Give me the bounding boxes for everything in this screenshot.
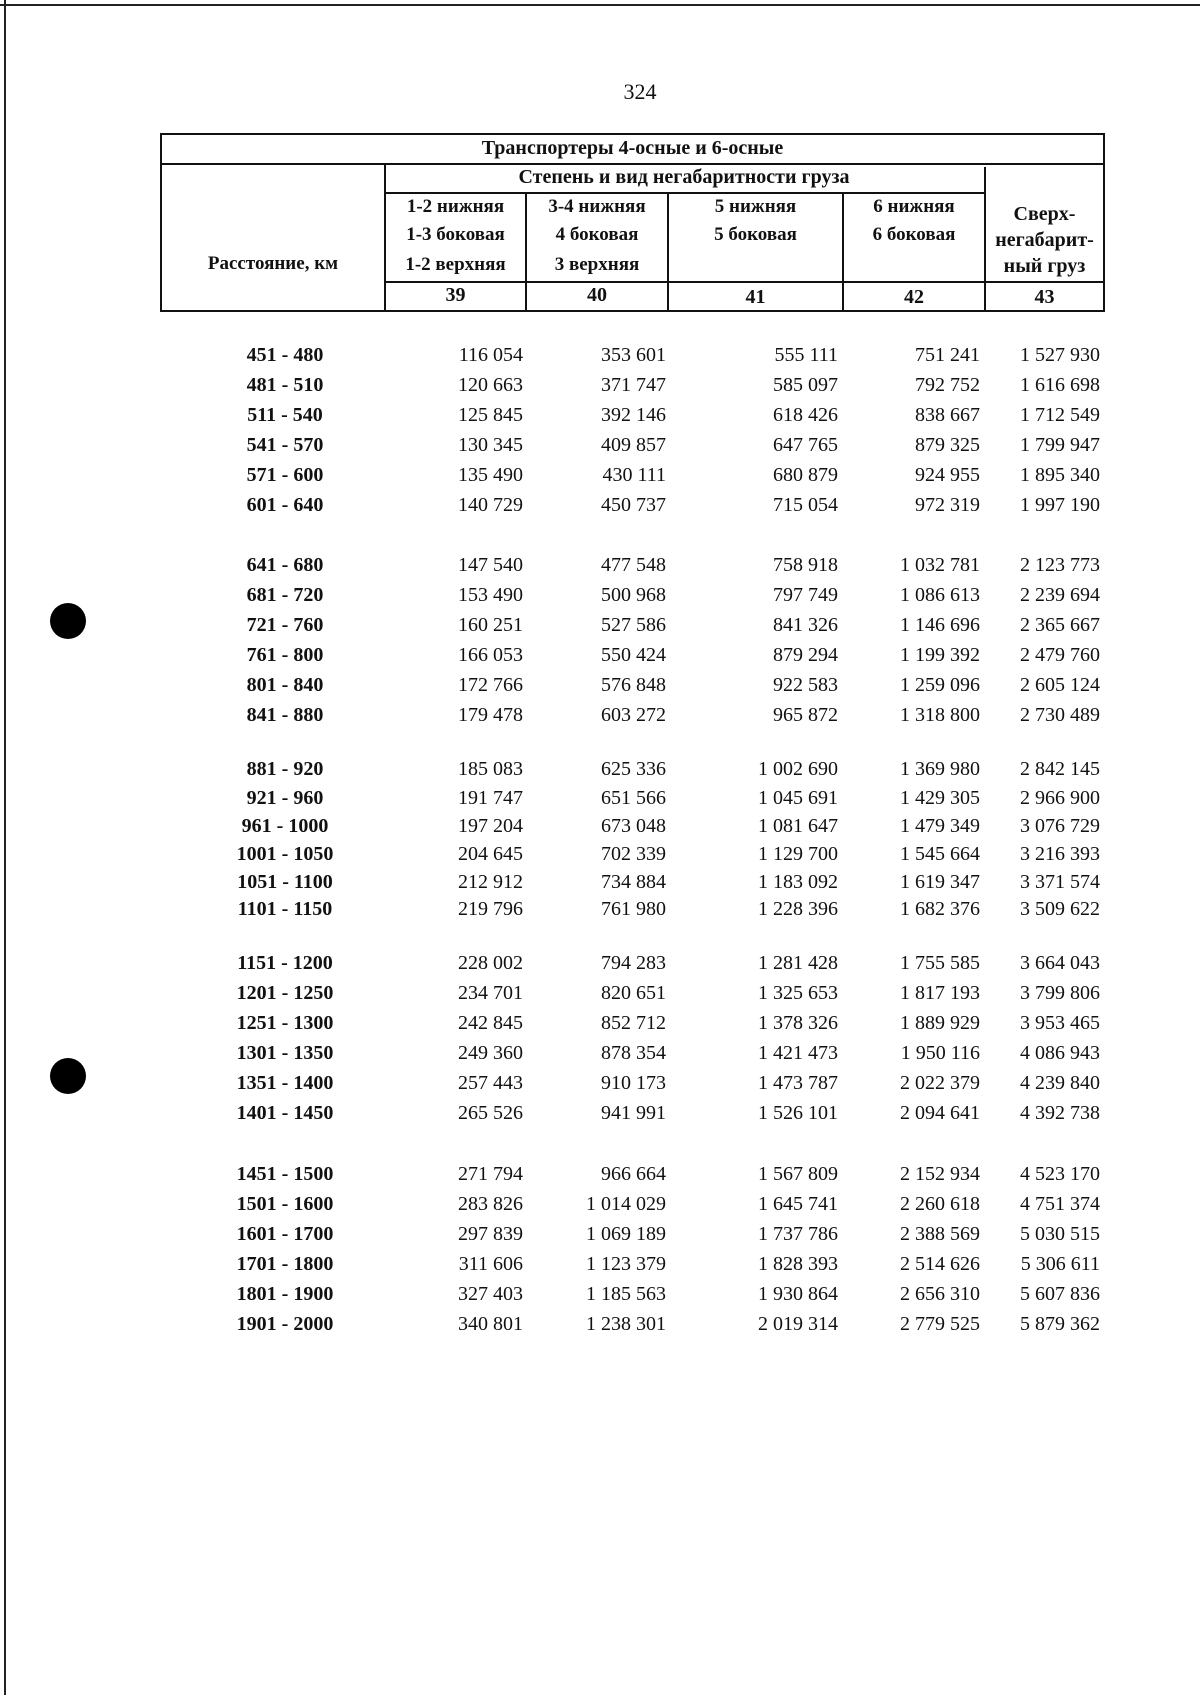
- rate-cell-40: 550 424: [601, 644, 666, 666]
- rate-cell-41: 965 872: [773, 704, 838, 726]
- rate-cell-41: 647 765: [773, 434, 838, 456]
- rate-cell-41: 922 583: [773, 674, 838, 696]
- page-number: 324: [623, 79, 657, 104]
- rate-cell-43: 2 239 694: [1020, 584, 1100, 606]
- rate-cell-39: 297 839: [458, 1223, 523, 1245]
- rate-cell-39: 160 251: [458, 614, 523, 636]
- rate-cell-40: 477 548: [601, 554, 666, 576]
- rate-cell-41: 2 019 314: [758, 1313, 838, 1335]
- rate-cell-41: 1 828 393: [758, 1253, 838, 1275]
- rate-cell-41: 1 930 864: [758, 1283, 838, 1305]
- rate-cell-41: 1 567 809: [758, 1163, 838, 1185]
- rate-cell-39: 179 478: [458, 704, 523, 726]
- distance-header: Расстояние, км: [207, 253, 339, 274]
- rate-cell-40: 371 747: [601, 374, 666, 396]
- col-41-header-line1: 5 нижняя: [714, 196, 797, 217]
- rate-cell-41: 1 526 101: [758, 1102, 838, 1124]
- rate-cell-43: 4 523 170: [1020, 1163, 1100, 1185]
- rate-cell-39: 172 766: [458, 674, 523, 696]
- col-40-number: 40: [587, 284, 607, 306]
- rate-cell-41: 758 918: [773, 554, 838, 576]
- rate-cell-39: 197 204: [458, 815, 523, 837]
- distance-cell: 1201 - 1250: [236, 982, 334, 1004]
- rate-cell-43: 3 953 465: [1020, 1012, 1100, 1034]
- rate-cell-42: 1 755 585: [900, 952, 980, 974]
- rate-cell-40: 702 339: [601, 843, 666, 865]
- rate-cell-42: 2 022 379: [900, 1072, 980, 1094]
- distance-cell: 1901 - 2000: [236, 1313, 334, 1335]
- rate-cell-39: 257 443: [458, 1072, 523, 1094]
- subgroup-title: Степень и вид негабаритности груза: [518, 166, 850, 188]
- rate-cell-42: 1 817 193: [900, 982, 980, 1004]
- table-row: [0, 464, 1200, 492]
- rate-cell-43: 2 365 667: [1020, 614, 1100, 636]
- rate-cell-41: 1 325 653: [758, 982, 838, 1004]
- distance-cell: 571 - 600: [246, 464, 324, 486]
- rate-cell-40: 603 272: [601, 704, 666, 726]
- rate-cell-41: 1 378 326: [758, 1012, 838, 1034]
- rate-cell-42: 1 032 781: [900, 554, 980, 576]
- rate-cell-39: 147 540: [458, 554, 523, 576]
- rate-cell-43: 3 371 574: [1020, 871, 1100, 893]
- rate-cell-41: 1 473 787: [758, 1072, 838, 1094]
- rate-cell-40: 576 848: [601, 674, 666, 696]
- table-row: [0, 1313, 1200, 1341]
- col-43-header-line3: ный груз: [1003, 255, 1086, 277]
- col-39-header-line2: 1-3 боковая: [406, 224, 505, 245]
- col-39-header-line3: 1-2 верхняя: [405, 254, 506, 275]
- rate-cell-42: 2 779 525: [900, 1313, 980, 1335]
- distance-cell: 1151 - 1200: [237, 952, 333, 974]
- rate-cell-42: 1 086 613: [900, 584, 980, 606]
- rate-cell-39: 153 490: [458, 584, 523, 606]
- rate-cell-43: 2 842 145: [1020, 758, 1100, 780]
- distance-cell: 801 - 840: [246, 674, 324, 696]
- table-row: [0, 1163, 1200, 1191]
- col-40-header-line3: 3 верхняя: [554, 254, 640, 275]
- table-row: [0, 982, 1200, 1010]
- rate-cell-43: 3 509 622: [1020, 898, 1100, 920]
- rate-cell-43: 4 239 840: [1020, 1072, 1100, 1094]
- rate-cell-39: 327 403: [458, 1283, 523, 1305]
- distance-cell: 681 - 720: [246, 584, 324, 606]
- rate-cell-39: 265 526: [458, 1102, 523, 1124]
- rate-cell-42: 2 388 569: [900, 1223, 980, 1245]
- rate-cell-39: 242 845: [458, 1012, 523, 1034]
- rate-cell-39: 130 345: [458, 434, 523, 456]
- distance-cell: 1051 - 1100: [237, 871, 333, 893]
- rate-cell-43: 1 799 947: [1020, 434, 1100, 456]
- rate-cell-39: 120 663: [458, 374, 523, 396]
- distance-cell: 641 - 680: [246, 554, 324, 576]
- rate-cell-42: 924 955: [915, 464, 980, 486]
- distance-cell: 601 - 640: [246, 494, 324, 516]
- distance-cell: 841 - 880: [246, 704, 324, 726]
- rate-cell-43: 5 030 515: [1020, 1223, 1100, 1245]
- rate-cell-40: 527 586: [601, 614, 666, 636]
- rate-cell-41: 585 097: [773, 374, 838, 396]
- table-row: [0, 554, 1200, 582]
- distance-cell: 1451 - 1500: [236, 1163, 334, 1185]
- rate-cell-42: 2 260 618: [900, 1193, 980, 1215]
- rate-cell-41: 1 183 092: [758, 871, 838, 893]
- rate-cell-42: 2 152 934: [900, 1163, 980, 1185]
- rate-cell-43: 2 479 760: [1020, 644, 1100, 666]
- rate-cell-43: 2 123 773: [1020, 554, 1100, 576]
- col-39-header-line1: 1-2 нижняя: [406, 196, 505, 217]
- table-row: [0, 374, 1200, 402]
- table-row: [0, 815, 1200, 843]
- col-41-number: 41: [745, 286, 766, 308]
- rate-cell-41: 1 081 647: [758, 815, 838, 837]
- distance-cell: 961 - 1000: [241, 815, 329, 837]
- distance-cell: 921 - 960: [246, 787, 324, 809]
- rate-cell-39: 166 053: [458, 644, 523, 666]
- rate-cell-41: 1 281 428: [758, 952, 838, 974]
- rate-cell-43: 3 664 043: [1020, 952, 1100, 974]
- table-row: [0, 1253, 1200, 1281]
- col-43-header-line1: Сверх-: [1013, 203, 1076, 225]
- distance-cell: 451 - 480: [246, 344, 324, 366]
- rate-cell-40: 673 048: [601, 815, 666, 837]
- rate-cell-39: 212 912: [458, 871, 523, 893]
- rate-cell-42: 751 241: [915, 344, 980, 366]
- rate-cell-40: 734 884: [601, 871, 666, 893]
- rate-cell-40: 1 014 029: [586, 1193, 666, 1215]
- table-row: [0, 1042, 1200, 1070]
- rate-cell-40: 910 173: [601, 1072, 666, 1094]
- rate-cell-41: 1 129 700: [758, 843, 838, 865]
- col-40-header-line2: 4 боковая: [555, 224, 639, 245]
- rate-cell-39: 234 701: [458, 982, 523, 1004]
- rate-cell-43: 2 730 489: [1020, 704, 1100, 726]
- group-title: Транспортеры 4-осные и 6-осные: [481, 137, 784, 159]
- table-row: [0, 644, 1200, 672]
- rate-cell-40: 794 283: [601, 952, 666, 974]
- rate-cell-43: 3 216 393: [1020, 843, 1100, 865]
- rate-cell-40: 1 185 563: [586, 1283, 666, 1305]
- distance-cell: 1701 - 1800: [236, 1253, 334, 1275]
- distance-cell: 1001 - 1050: [236, 843, 334, 865]
- distance-cell: 1301 - 1350: [236, 1042, 334, 1064]
- rate-cell-43: 2 605 124: [1020, 674, 1100, 696]
- table-row: [0, 1283, 1200, 1311]
- distance-cell: 1401 - 1450: [236, 1102, 334, 1124]
- distance-cell: 761 - 800: [246, 644, 324, 666]
- table-row: [0, 1012, 1200, 1040]
- rate-cell-42: 2 656 310: [900, 1283, 980, 1305]
- rate-cell-39: 271 794: [458, 1163, 523, 1185]
- rate-cell-43: 1 895 340: [1020, 464, 1100, 486]
- rate-cell-43: 5 607 836: [1020, 1283, 1100, 1305]
- rate-cell-41: 715 054: [773, 494, 838, 516]
- rate-cell-41: 1 645 741: [758, 1193, 838, 1215]
- table-row: [0, 344, 1200, 372]
- rate-cell-42: 879 325: [915, 434, 980, 456]
- rate-cell-42: 1 950 116: [900, 1042, 980, 1064]
- rate-cell-43: 5 306 611: [1020, 1253, 1100, 1275]
- rate-cell-40: 500 968: [601, 584, 666, 606]
- table-row: [0, 674, 1200, 702]
- rate-cell-40: 651 566: [601, 787, 666, 809]
- rate-cell-43: 3 799 806: [1020, 982, 1100, 1004]
- rate-cell-41: 1 421 473: [758, 1042, 838, 1064]
- rate-cell-42: 2 514 626: [900, 1253, 980, 1275]
- distance-cell: 1801 - 1900: [236, 1283, 334, 1305]
- col-40-header-line1: 3-4 нижняя: [548, 196, 646, 217]
- col-41-header-line2: 5 боковая: [714, 224, 797, 245]
- table-row: [0, 1072, 1200, 1100]
- rate-cell-40: 353 601: [601, 344, 666, 366]
- table-row: [0, 434, 1200, 462]
- rate-cell-43: 2 966 900: [1020, 787, 1100, 809]
- rate-cell-39: 311 606: [458, 1253, 523, 1275]
- rate-cell-43: 4 086 943: [1020, 1042, 1100, 1064]
- rate-cell-40: 430 111: [602, 464, 666, 486]
- rate-cell-43: 4 751 374: [1020, 1193, 1100, 1215]
- rate-cell-41: 1 002 690: [758, 758, 838, 780]
- rate-cell-41: 1 737 786: [758, 1223, 838, 1245]
- table-row: [0, 704, 1200, 732]
- rate-cell-39: 125 845: [458, 404, 523, 426]
- rate-cell-40: 941 991: [601, 1102, 666, 1124]
- distance-cell: 1101 - 1150: [237, 898, 333, 920]
- rate-cell-41: 1 045 691: [758, 787, 838, 809]
- rate-cell-40: 1 069 189: [586, 1223, 666, 1245]
- rate-cell-39: 283 826: [458, 1193, 523, 1215]
- col-42-number: 42: [904, 286, 924, 308]
- rate-cell-42: 1 146 696: [900, 614, 980, 636]
- rate-cell-41: 879 294: [773, 644, 838, 666]
- rate-cell-42: 1 545 664: [900, 843, 980, 865]
- rate-cell-40: 1 123 379: [586, 1253, 666, 1275]
- rate-cell-41: 797 749: [773, 584, 838, 606]
- rate-cell-39: 140 729: [458, 494, 523, 516]
- table-row: [0, 584, 1200, 612]
- distance-cell: 541 - 570: [246, 434, 324, 456]
- rate-cell-39: 204 645: [458, 843, 523, 865]
- col-39-number: 39: [445, 284, 466, 306]
- col-43-header-line2: негабарит-: [995, 229, 1094, 251]
- rate-cell-41: 618 426: [773, 404, 838, 426]
- distance-cell: 1251 - 1300: [236, 1012, 334, 1034]
- table-row: [0, 871, 1200, 899]
- table-row: [0, 1223, 1200, 1251]
- table-row: [0, 787, 1200, 815]
- distance-cell: 1351 - 1400: [236, 1072, 334, 1094]
- rate-cell-43: 1 527 930: [1020, 344, 1100, 366]
- rate-cell-42: 838 667: [915, 404, 980, 426]
- rate-cell-42: 1 199 392: [900, 644, 980, 666]
- rate-cell-42: 2 094 641: [900, 1102, 980, 1124]
- table-row: [0, 758, 1200, 786]
- rate-cell-40: 761 980: [601, 898, 666, 920]
- rate-cell-42: 1 479 349: [900, 815, 980, 837]
- rate-cell-42: 1 619 347: [900, 871, 980, 893]
- rate-cell-43: 1 616 698: [1020, 374, 1100, 396]
- rate-cell-42: 1 369 980: [900, 758, 980, 780]
- rate-cell-40: 625 336: [601, 758, 666, 780]
- col-42-header-line2: 6 боковая: [872, 224, 956, 245]
- rate-cell-42: 1 318 800: [900, 704, 980, 726]
- rate-cell-40: 409 857: [601, 434, 666, 456]
- table-row: [0, 898, 1200, 926]
- table-row: [0, 614, 1200, 642]
- rate-cell-42: 1 682 376: [900, 898, 980, 920]
- rate-cell-43: 5 879 362: [1020, 1313, 1100, 1335]
- rate-cell-40: 1 238 301: [586, 1313, 666, 1335]
- rate-cell-41: 680 879: [773, 464, 838, 486]
- rate-cell-43: 3 076 729: [1020, 815, 1100, 837]
- rate-cell-42: 972 319: [915, 494, 980, 516]
- distance-cell: 1501 - 1600: [236, 1193, 334, 1215]
- rate-cell-43: 1 997 190: [1020, 494, 1100, 516]
- rate-cell-40: 392 146: [601, 404, 666, 426]
- rate-cell-43: 4 392 738: [1020, 1102, 1100, 1124]
- rate-cell-40: 820 651: [601, 982, 666, 1004]
- rate-cell-40: 852 712: [601, 1012, 666, 1034]
- distance-cell: 511 - 540: [247, 404, 323, 426]
- rate-cell-39: 185 083: [458, 758, 523, 780]
- table-row: [0, 1102, 1200, 1130]
- table-row: [0, 404, 1200, 432]
- rate-cell-40: 450 737: [601, 494, 666, 516]
- col-42-header-line1: 6 нижняя: [873, 196, 955, 217]
- rate-cell-39: 191 747: [458, 787, 523, 809]
- rate-cell-39: 249 360: [458, 1042, 523, 1064]
- col-43-number: 43: [1034, 286, 1055, 308]
- rate-cell-39: 340 801: [458, 1313, 523, 1335]
- table-row: [0, 494, 1200, 522]
- table-row: [0, 952, 1200, 980]
- rate-cell-43: 1 712 549: [1020, 404, 1100, 426]
- table-row: [0, 1193, 1200, 1221]
- rate-cell-40: 878 354: [601, 1042, 666, 1064]
- rate-cell-42: 792 752: [915, 374, 980, 396]
- rate-cell-42: 1 889 929: [900, 1012, 980, 1034]
- distance-cell: 1601 - 1700: [236, 1223, 334, 1245]
- rate-cell-41: 1 228 396: [758, 898, 838, 920]
- distance-cell: 721 - 760: [246, 614, 324, 636]
- table-row: [0, 843, 1200, 871]
- distance-cell: 881 - 920: [246, 758, 324, 780]
- rate-cell-42: 1 429 305: [900, 787, 980, 809]
- rate-cell-42: 1 259 096: [900, 674, 980, 696]
- rate-cell-41: 841 326: [773, 614, 838, 636]
- rate-cell-41: 555 111: [774, 344, 838, 366]
- rate-cell-39: 116 054: [458, 344, 523, 366]
- distance-cell: 481 - 510: [246, 374, 324, 396]
- rate-cell-39: 135 490: [458, 464, 523, 486]
- rate-cell-39: 228 002: [458, 952, 523, 974]
- rate-cell-39: 219 796: [458, 898, 523, 920]
- rate-cell-40: 966 664: [601, 1163, 666, 1185]
